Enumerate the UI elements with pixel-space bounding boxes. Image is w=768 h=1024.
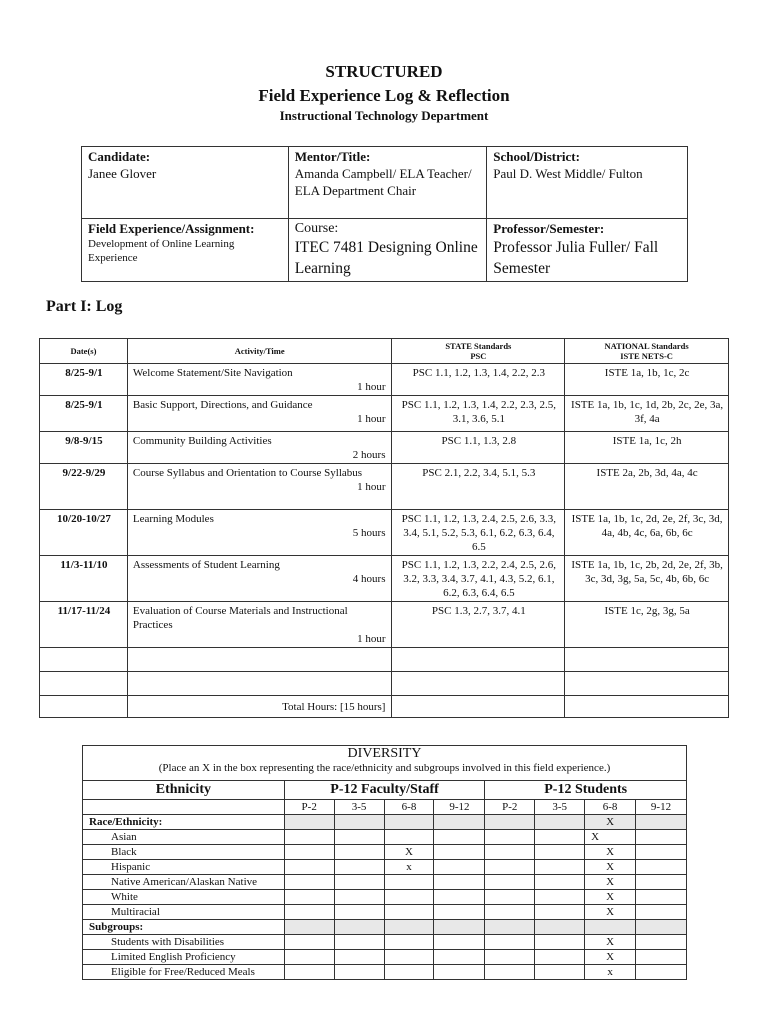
school-value: Paul D. West Middle/ Fulton (493, 166, 643, 181)
log-row (40, 556, 729, 602)
log-row (40, 602, 729, 648)
subgroup-row-label: Eligible for Free/Reduced Meals (83, 965, 285, 980)
mark-cell (636, 920, 687, 935)
mark-cell (434, 965, 485, 980)
mark-cell (334, 965, 384, 980)
ethnicity-row (83, 905, 687, 920)
faculty-header: P-12 Faculty/Staff (284, 781, 485, 800)
mark-cell (636, 875, 687, 890)
professor-value: Professor Julia Fuller/ Fall Semester (493, 239, 659, 277)
mark-cell (384, 965, 434, 980)
mark-cell (434, 935, 485, 950)
diversity-rows (83, 815, 687, 980)
mark-cell (384, 890, 434, 905)
subgroup-row (83, 935, 687, 950)
mentor-value: Amanda Campbell/ ELA Teacher/ ELA Department Chair (294, 166, 472, 198)
doc-subtitle: Field Experience Log & Reflection (258, 86, 510, 105)
log-header-state (392, 339, 565, 364)
mark-cell (585, 830, 636, 845)
grade-header: P-2 (485, 800, 535, 815)
log-header-state-line1: STATE Standards (445, 341, 512, 351)
mark-cell (384, 905, 434, 920)
race-ethnicity-row-label: Race/Ethnicity: (83, 815, 285, 830)
mark-cell: X (384, 845, 434, 860)
grade-header: 9-12 (636, 800, 687, 815)
mark-cell (284, 830, 334, 845)
school-label: School/District: (493, 149, 580, 164)
diversity-header (83, 746, 687, 781)
log-header-national-line1: NATIONAL Standards (604, 341, 689, 351)
log-activity: Learning Modules (132, 513, 214, 525)
mark-cell (434, 845, 485, 860)
mark-cell (535, 965, 585, 980)
mark-cell: X (585, 935, 636, 950)
log-national-standards: ISTE 1c, 2g, 3g, 5a (565, 602, 729, 648)
mark-cell (434, 890, 485, 905)
assignment-cell (82, 219, 289, 282)
ethnicity-row (83, 875, 687, 890)
mark-cell (485, 920, 535, 935)
candidate-value: Janee Glover (88, 166, 157, 181)
mark-cell (334, 860, 384, 875)
mark-cell (284, 815, 334, 830)
mark-cell (585, 920, 636, 935)
log-activity-cell (127, 464, 392, 510)
grade-row (83, 800, 687, 815)
assignment-label: Field Experience/Assignment: (88, 221, 255, 236)
mark-cell (535, 875, 585, 890)
mark-cell (334, 935, 384, 950)
mark-cell (334, 845, 384, 860)
subgroups-label: Subgroups: (83, 920, 285, 935)
ethnicity-header: Ethnicity (83, 781, 285, 800)
mark-cell: X (585, 815, 636, 830)
log-activity-cell (127, 396, 392, 432)
log-national-standards: ISTE 1a, 1b, 1c, 2d, 2e, 2f, 3c, 3d, 4a, 4b, 4c, 6a, 6b, 6c (565, 510, 729, 556)
mark-cell (535, 860, 585, 875)
mark-cell (334, 815, 384, 830)
log-state-standards: PSC 2.1, 2.2, 3.4, 5.1, 5.3 (392, 464, 565, 510)
mark-cell (334, 830, 384, 845)
log-national-standards: ISTE 1a, 1b, 1c, 2b, 2d, 2e, 2f, 3b, 3c, 3d, 3g, 5a, 5c, 4b, 6b, 6c (565, 556, 729, 602)
ethnicity-row (83, 860, 687, 875)
mark-cell: x (585, 965, 636, 980)
course-cell (288, 219, 487, 282)
log-state-standards: PSC 1.1, 1.2, 1.3, 1.4, 2.2, 2.3 (392, 364, 565, 396)
diversity-table (82, 745, 687, 980)
mark-cell: X (585, 875, 636, 890)
mark-cell: X (585, 950, 636, 965)
mark-cell: X (585, 845, 636, 860)
mark-cell (535, 890, 585, 905)
mark-cell (485, 875, 535, 890)
log-date: 11/3-11/10 (40, 556, 128, 602)
mark-cell (434, 920, 485, 935)
log-header-national-line2: ISTE NETS-C (620, 351, 673, 361)
diversity-note: (Place an X in the box representing the race/ethnicity and subgroups involved in this field experience.) (158, 762, 611, 774)
mark-cell (434, 860, 485, 875)
candidate-cell (82, 147, 289, 219)
candidate-label: Candidate: (88, 149, 151, 164)
mark-cell (334, 890, 384, 905)
assignment-value: Development of Online Learning Experience (88, 238, 235, 264)
log-date: 9/22-9/29 (40, 464, 128, 510)
mentor-cell (288, 147, 487, 219)
log-row (40, 510, 729, 556)
mark-cell: x (384, 860, 434, 875)
log-national-standards: ISTE 1a, 1b, 1c, 2c (565, 364, 729, 396)
ethnicity-row-label: Multiracial (83, 905, 285, 920)
mark-cell (485, 830, 535, 845)
mark-cell (284, 950, 334, 965)
mark-cell (485, 860, 535, 875)
mark-cell (535, 815, 585, 830)
mark-cell (535, 830, 585, 845)
mark-cell (434, 905, 485, 920)
ethnicity-row-label: Asian (83, 830, 285, 845)
mark-cell (636, 890, 687, 905)
log-time: 4 hours (352, 573, 386, 585)
part1-title: Part I: Log (46, 298, 123, 315)
log-date: 8/25-9/1 (40, 396, 128, 432)
mark-cell (636, 905, 687, 920)
subgroup-row-label: Students with Disabilities (83, 935, 285, 950)
log-empty-row (40, 648, 729, 672)
mark-cell (485, 935, 535, 950)
log-activity-cell (127, 364, 392, 396)
mark-cell (434, 875, 485, 890)
doc-title: STRUCTURED (325, 62, 443, 81)
mark-cell (284, 905, 334, 920)
log-activity: Basic Support, Directions, and Guidance (132, 399, 313, 411)
mark-cell (384, 815, 434, 830)
log-national-standards: ISTE 1a, 1b, 1c, 1d, 2b, 2c, 2e, 3a, 3f, 4a (565, 396, 729, 432)
mark-cell (485, 890, 535, 905)
mark-cell (434, 950, 485, 965)
mark-cell (636, 935, 687, 950)
log-activity-cell (127, 432, 392, 464)
subgroup-row (83, 950, 687, 965)
ethnicity-row (83, 890, 687, 905)
mark-cell (535, 920, 585, 935)
professor-label: Professor/Semester: (493, 221, 605, 236)
mark-cell (636, 950, 687, 965)
subgroups-row (83, 920, 687, 935)
log-time: 1 hour (357, 633, 386, 645)
diversity-title: DIVERSITY (347, 746, 422, 761)
course-value: ITEC 7481 Designing Online Learning (294, 239, 478, 277)
mark-cell (485, 965, 535, 980)
log-time: 2 hours (352, 449, 386, 461)
mark-cell (636, 830, 687, 845)
mark-cell (535, 950, 585, 965)
mark-cell (485, 845, 535, 860)
log-activity: Evaluation of Course Materials and Instructional Practices (132, 605, 348, 631)
mark-cell (535, 845, 585, 860)
log-national-standards: ISTE 2a, 2b, 3d, 4a, 4c (565, 464, 729, 510)
log-activity: Welcome Statement/Site Navigation (132, 367, 293, 379)
grade-header: 6-8 (585, 800, 636, 815)
mark-cell (384, 830, 434, 845)
ethnicity-row-label: Black (83, 845, 285, 860)
mark-cell (284, 845, 334, 860)
ethnicity-row-label: White (83, 890, 285, 905)
mark-cell: X (585, 860, 636, 875)
ethnicity-row-label: Hispanic (83, 860, 285, 875)
ethnicity-row (83, 845, 687, 860)
mark-cell (535, 905, 585, 920)
subgroup-row-label: Limited English Proficiency (83, 950, 285, 965)
mark-cell: X (585, 905, 636, 920)
log-activity-cell (127, 556, 392, 602)
log-date: 11/17-11/24 (40, 602, 128, 648)
log-date: 9/8-9/15 (40, 432, 128, 464)
mark-cell (636, 815, 687, 830)
grade-header: 3-5 (334, 800, 384, 815)
mentor-label: Mentor/Title: (294, 149, 371, 164)
log-activity: Course Syllabus and Orientation to Course Syllabus (132, 467, 363, 479)
log-total-hours: Total Hours: [15 hours] (127, 696, 392, 718)
log-state-standards: PSC 1.1, 1.2, 1.3, 1.4, 2.2, 2.3, 2.5, 3.1, 3.6, 5.1 (392, 396, 565, 432)
mark-cell (334, 905, 384, 920)
log-national-standards: ISTE 1a, 1c, 2h (565, 432, 729, 464)
log-time: 1 hour (357, 381, 386, 393)
doc-department: Instructional Technology Department (279, 108, 489, 123)
log-date: 8/25-9/1 (40, 364, 128, 396)
subgroup-row (83, 965, 687, 980)
mark-cell (485, 815, 535, 830)
mark-cell (636, 965, 687, 980)
log-row (40, 396, 729, 432)
mark-cell (485, 950, 535, 965)
log-rows (40, 364, 729, 648)
log-state-standards: PSC 1.1, 1.2, 1.3, 2.2, 2.4, 2.5, 2.6, 3.2, 3.3, 3.4, 3.7, 4.1, 4.3, 5.2, 6.1, 6.2, 6.3, 6.4, 6.5 (392, 556, 565, 602)
students-header: P-12 Students (485, 781, 687, 800)
mark-cell (284, 890, 334, 905)
log-activity: Community Building Activities (132, 435, 272, 447)
mark-cell: X (585, 890, 636, 905)
mark-cell (284, 965, 334, 980)
log-state-standards: PSC 1.1, 1.3, 2.8 (392, 432, 565, 464)
ethnicity-row (83, 830, 687, 845)
grade-header: 3-5 (535, 800, 585, 815)
log-row (40, 364, 729, 396)
mark-cell (384, 950, 434, 965)
log-empty-row (40, 672, 729, 696)
log-state-standards: PSC 1.3, 2.7, 3.7, 4.1 (392, 602, 565, 648)
mark-cell (434, 830, 485, 845)
ethnicity-row-label: Native American/Alaskan Native (83, 875, 285, 890)
mark-cell (485, 905, 535, 920)
mark-cell (384, 920, 434, 935)
log-header-national (565, 339, 729, 364)
mark-cell (334, 875, 384, 890)
log-activity-cell (127, 510, 392, 556)
info-table (81, 146, 688, 282)
race-ethnicity-row (83, 815, 687, 830)
grade-header: 6-8 (384, 800, 434, 815)
mark-cell (535, 935, 585, 950)
course-label: Course: (294, 221, 339, 236)
mark-cell (284, 860, 334, 875)
mark-cell (284, 920, 334, 935)
mark-cell (434, 815, 485, 830)
school-cell (487, 147, 688, 219)
log-time: 5 hours (352, 527, 386, 539)
log-time: 1 hour (357, 481, 386, 493)
log-time: 1 hour (357, 413, 386, 425)
professor-cell (487, 219, 688, 282)
mark-cell (284, 935, 334, 950)
log-table (39, 338, 729, 718)
log-row (40, 432, 729, 464)
log-header-activity: Activity/Time (127, 339, 392, 364)
mark-cell (384, 935, 434, 950)
mark-cell (334, 950, 384, 965)
offset-mark: X (591, 831, 600, 843)
log-header-state-line2: PSC (470, 351, 487, 361)
log-activity-cell (127, 602, 392, 648)
mark-cell (334, 920, 384, 935)
log-activity: Assessments of Student Learning (132, 559, 280, 571)
log-row (40, 464, 729, 510)
mark-cell (636, 860, 687, 875)
log-date: 10/20-10/27 (40, 510, 128, 556)
mark-cell (636, 845, 687, 860)
grade-header: 9-12 (434, 800, 485, 815)
grade-header: P-2 (284, 800, 334, 815)
mark-cell (284, 875, 334, 890)
log-header-date: Date(s) (40, 339, 128, 364)
mark-cell (384, 875, 434, 890)
log-state-standards: PSC 1.1, 1.2, 1.3, 2.4, 2.5, 2.6, 3.3, 3.4, 5.1, 5.2, 5.3, 6.1, 6.2, 6.3, 6.4, 6.5 (392, 510, 565, 556)
